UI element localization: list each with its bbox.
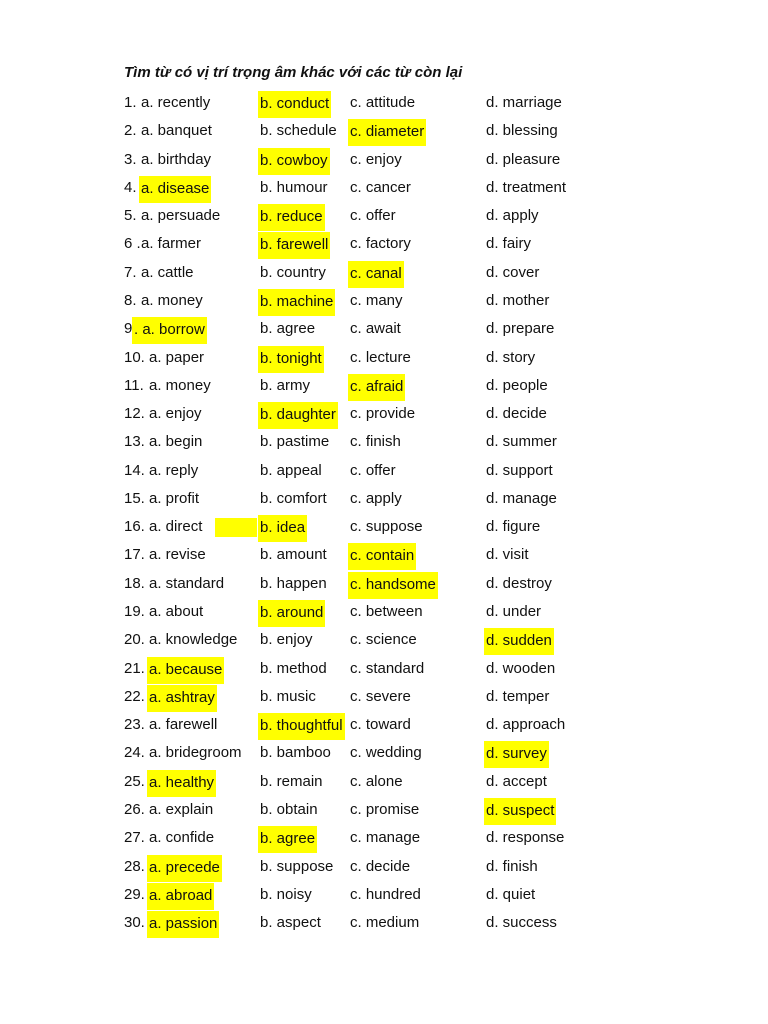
question-row [124,402,594,426]
question-row [124,148,594,172]
question-number: 21. [124,659,145,677]
question-number: 6 . [124,235,141,253]
question-number: 2. [124,122,137,140]
question-number: 20. [124,631,145,649]
question-number: 30. [124,914,145,932]
question-number: 26. [124,801,145,818]
option-d: d. apply [486,207,539,225]
option-b: b. happen [260,574,327,592]
option-c: c. apply [350,489,402,507]
option-c: c. lecture [350,348,411,366]
question-number: 15. [124,489,145,507]
option-d: d. marriage [486,94,562,111]
option-b: b. humour [260,178,328,196]
question-row [124,911,594,935]
question-number: 18. [124,574,145,592]
question-number: 25. [124,772,145,790]
option-b: b. agree [258,826,317,853]
option-c: c. medium [350,914,420,932]
option-a: a. enjoy [149,405,202,423]
option-d: d. visit [486,546,529,564]
option-d: d. manage [486,489,557,507]
option-d: d. prepare [486,320,555,338]
option-b: b. comfort [260,489,327,507]
question-row [124,317,594,341]
option-c: c. promise [350,801,420,818]
option-b: b. thoughtful [258,713,345,740]
option-a: a. farmer [141,235,202,253]
option-c: c. many [350,291,403,309]
option-b: b. remain [260,772,323,790]
option-b: b. tonight [258,346,324,373]
question-row [124,543,594,567]
question-row [124,600,594,624]
option-d: d. destroy [486,574,552,592]
option-a: a. healthy [147,770,216,797]
option-b: b. method [260,659,327,677]
question-row [124,798,594,822]
option-d: d. fairy [486,235,532,253]
question-number: 12. [124,405,145,423]
question-number: 27. [124,829,145,847]
question-row [124,176,594,200]
option-a: a. recently [141,94,211,111]
option-b: b. around [258,600,325,627]
question-row [124,713,594,737]
question-number: 24. [124,744,145,762]
option-a: a. because [147,657,224,684]
question-number: 13. [124,433,145,451]
option-d: d. under [486,603,542,621]
option-b: b. amount [260,546,327,564]
option-a: a. reply [149,461,199,479]
question-row [124,770,594,794]
option-b: b. country [260,263,326,281]
question-row [124,515,594,539]
option-c: c. afraid [348,374,405,401]
question-row [124,374,594,398]
option-b: b. schedule [260,122,337,140]
option-c: c. enjoy [350,150,402,168]
option-d: d. survey [484,741,549,768]
question-row [124,289,594,313]
option-a: a. standard [149,574,225,592]
option-b: b. bamboo [260,744,331,762]
option-d: d. quiet [486,885,536,903]
option-c: c. toward [350,716,411,734]
option-c: c. offer [350,207,396,225]
option-a: . a. borrow [132,317,207,344]
option-d: d. sudden [484,628,554,655]
option-a: a. paper [149,348,205,366]
option-b: b. farewell [258,232,330,259]
question-number: 22. [124,687,145,705]
option-a: a. bridegroom [149,744,242,762]
question-number: 16. [124,518,145,536]
option-c: c. attitude [350,94,416,111]
question-number: 14. [124,461,145,479]
option-a: a. ashtray [147,685,217,712]
option-b: b. aspect [260,914,321,932]
highlight-mark [215,518,257,537]
question-number: 3. [124,150,137,168]
option-b: b. machine [258,289,335,316]
option-b: b. conduct [258,91,331,118]
option-c: c. hundred [350,885,421,903]
option-c: c. science [350,631,417,649]
question-row [124,261,594,285]
question-number: 23. [124,716,145,734]
option-a: a. abroad [147,883,214,910]
question-row [124,487,594,511]
option-b: b. suppose [260,857,334,875]
option-b: b. appeal [260,461,322,479]
option-d: d. suspect [484,798,556,825]
option-a: a. farewell [149,716,218,734]
option-c: c. canal [348,261,404,288]
option-c: c. cancer [350,178,411,196]
option-c: c. severe [350,687,411,705]
option-a: a. profit [149,489,200,507]
option-d: d. treatment [486,178,567,196]
question-row [124,685,594,709]
option-d: d. pleasure [486,150,561,168]
option-a: a. confide [149,829,215,847]
option-c: c. manage [350,829,421,847]
option-c: c. offer [350,461,396,479]
question-number: 7. [124,263,137,281]
option-c: c. diameter [348,119,426,146]
question-number: 8. [124,291,137,309]
option-b: b. daughter [258,402,338,429]
option-a: a. explain [149,801,214,818]
option-a: a. precede [147,855,222,882]
question-row [124,91,594,115]
option-d: d. decide [486,405,547,423]
question-row [124,572,594,596]
option-a: a. birthday [141,150,212,168]
option-c: c. alone [350,772,403,790]
question-number: 11. [124,376,144,394]
option-b: b. noisy [260,885,312,903]
option-a: a. money [149,376,211,394]
question-row [124,346,594,370]
question-number: 29. [124,885,145,903]
question-number: 10. [124,348,145,366]
option-c: c. await [350,320,401,338]
option-d: d. response [486,829,565,847]
option-a: a. persuade [141,207,221,225]
question-row [124,826,594,850]
option-a: a. cattle [141,263,194,281]
option-c: c. finish [350,433,401,451]
option-d: d. wooden [486,659,556,677]
option-a: a. banquet [141,122,212,140]
option-c: c. standard [350,659,425,677]
question-row [124,204,594,228]
question-number: 5. [124,207,137,225]
option-b: b. idea [258,515,307,542]
option-a: a. passion [147,911,219,938]
option-d: d. cover [486,263,540,281]
option-b: b. enjoy [260,631,313,649]
option-b: b. agree [260,320,316,338]
question-number: 1. [124,94,137,111]
page-title: Tìm từ có vị trí trọng âm khác với các từ còn lại [124,64,463,81]
option-d: d. accept [486,772,547,790]
question-row [124,741,594,765]
option-d: d. support [486,461,553,479]
question-row [124,119,594,143]
option-a: a. disease [139,176,211,203]
option-d: d. success [486,914,557,932]
option-b: b. reduce [258,204,325,231]
option-d: d. figure [486,518,541,536]
question-number: 9 [124,320,133,338]
question-number: 4. [124,178,137,196]
option-b: b. music [260,687,316,705]
question-row [124,459,594,483]
option-d: d. mother [486,291,550,309]
question-row [124,855,594,879]
question-number: 19. [124,603,145,621]
question-row [124,883,594,907]
option-a: a. revise [149,546,206,564]
option-c: c. suppose [350,518,423,536]
option-d: d. people [486,376,548,394]
option-a: a. about [149,603,204,621]
option-a: a. money [141,291,203,309]
question-number: 17. [124,546,145,564]
question-row [124,232,594,256]
option-d: d. story [486,348,536,366]
option-d: d. approach [486,716,566,734]
option-b: b. pastime [260,433,330,451]
option-c: c. decide [350,857,411,875]
option-c: c. handsome [348,572,438,599]
option-b: b. obtain [260,801,318,818]
option-b: b. cowboy [258,148,330,175]
option-a: a. begin [149,433,203,451]
option-b: b. army [260,376,311,394]
option-d: d. summer [486,433,557,451]
option-d: d. blessing [486,122,558,140]
option-a: a. direct [149,518,203,536]
option-c: c. provide [350,405,416,423]
question-number: 28. [124,857,145,875]
option-d: d. temper [486,687,550,705]
question-row [124,430,594,454]
option-d: d. finish [486,857,538,875]
option-c: c. between [350,603,423,621]
option-a: a. knowledge [149,631,238,649]
question-row [124,628,594,652]
option-c: c. contain [348,543,416,570]
option-c: c. factory [350,235,411,253]
question-row [124,657,594,681]
option-c: c. wedding [350,744,422,762]
